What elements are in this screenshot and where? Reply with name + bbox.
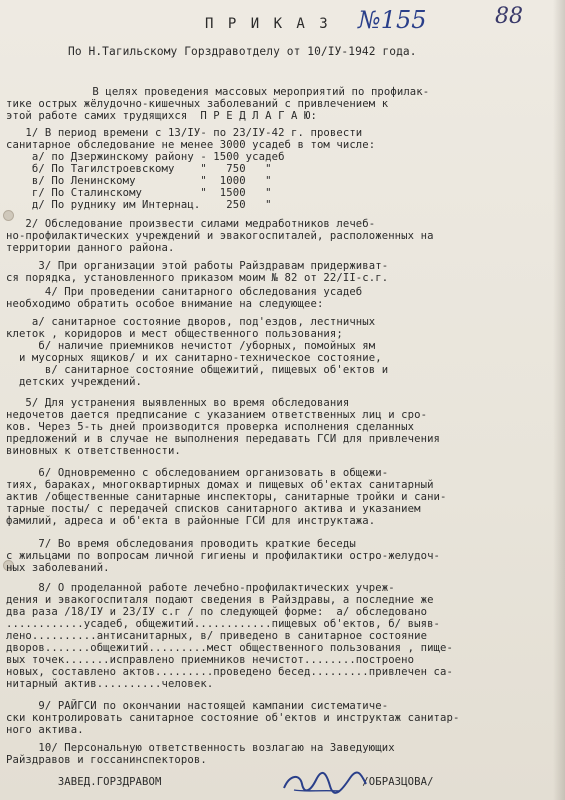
body-line: а/ по Дзержинскому району - 1500 усадеб <box>6 151 285 163</box>
body-line: а/ санитарное состояние дворов, под'ездов, лестничных <box>6 316 376 328</box>
body-line: 2/ Обследование произвести силами медработников лечеб- <box>6 218 376 230</box>
handwritten-page-number: 88 <box>495 4 523 29</box>
body-line: и мусорных ящиков/ и их санитарно-техническое состояние, <box>6 352 382 364</box>
body-line: недочетов дается предписание с указанием ответственных лиц и сро- <box>6 409 428 421</box>
handwritten-order-number: №155 <box>358 6 427 34</box>
body-line: в/ По Ленинскому " 1000 " <box>6 175 272 187</box>
body-line: территории данного района. <box>6 242 175 254</box>
body-line: ся порядка, установленного приказом моим № 82 от 22/II-с.г. <box>6 272 389 284</box>
body-line: ски контролировать санитарное состояние об'ектов и инструктаж санитар- <box>6 712 460 724</box>
body-line: 9/ РАЙГСИ по окончании настоящей кампании систематиче- <box>6 700 389 712</box>
body-line: 6/ Одновременно с обследованием организовать в общежи- <box>6 467 389 479</box>
body-line: новых, составлено актов.........проведено бесед.........привлечен са- <box>6 666 453 678</box>
body-line: с жильцами по вопросам личной гигиены и профилактики остро-желудоч- <box>6 550 441 562</box>
order-title: П Р И К А З <box>205 16 331 32</box>
body-line: д/ По руднику им Интернац. 250 " <box>6 199 272 211</box>
body-line: ного актива. <box>6 724 84 736</box>
body-line: В целях проведения массовых мероприятий по профилак- <box>60 86 430 98</box>
signature-line: ЗАВЕД.ГОРЗДРАВОМ /ОБРАЗЦОВА/ <box>6 776 434 788</box>
body-line: 10/ Персональную ответственность возлагаю на Заведующих <box>6 742 395 754</box>
body-line: этой работе самих трудящихся П Р Е Д Л А Г А Ю: <box>6 110 317 122</box>
body-line: необходимо обратить особое внимание на следующее: <box>6 298 324 310</box>
body-line: 1/ В период времени с 13/IУ- по 23/IУ-42 г. провести <box>6 127 363 139</box>
body-line: 8/ О проделанной работе лечебно-профилактических учреж- <box>6 582 395 594</box>
body-line: ных заболеваний. <box>6 562 110 574</box>
body-line: 3/ При организации этой работы Райздравам придерживат- <box>6 260 389 272</box>
body-line: санитарное обследование не менее 3000 усадеб в том числе: <box>6 139 376 151</box>
body-line: два раза /18/IУ и 23/IУ с.г / по следующей форме: а/ обследовано <box>6 606 428 618</box>
body-line: 5/ Для устранения выявленных во время обследования <box>6 397 350 409</box>
paper-edge-shadow <box>553 0 565 800</box>
body-line: нитарный актив..........человек. <box>6 678 214 690</box>
body-line: вых точек.......исправлено приемников нечистот........построено <box>6 654 415 666</box>
body-line: фамилий, адреса и об'екта в районные ГСИ для инструктажа. <box>6 515 376 527</box>
body-line: в/ санитарное состояние общежитий, пищевых об'ектов и <box>6 364 389 376</box>
body-line: детских учреждений. <box>6 376 143 388</box>
order-header: По Н.Тагильскому Горздравотделу от 10/IУ-1942 года. <box>68 45 417 58</box>
body-line: 7/ Во время обследования проводить краткие беседы <box>6 538 356 550</box>
body-line: тике острых жёлудочно-кишечных заболеваний с привлечением к <box>6 98 389 110</box>
body-line: клеток , коридоров и мест общественного пользования; <box>6 328 343 340</box>
body-line: б/ наличие приемников нечистот /уборных, помойных ям <box>6 340 376 352</box>
body-line: ............усадеб, общежитий............пищевых об'ектов, б/ выяв- <box>6 618 441 630</box>
body-line: актив /общественные санитарные инспекторы, санитарные тройки и сани- <box>6 491 447 503</box>
body-line: но-профилактических учреждений и эвакогоспиталей, расположенных на <box>6 230 434 242</box>
body-line: Райздравов и госсанинспекторов. <box>6 754 207 766</box>
body-line: б/ По Тагилстроевскому " 750 " <box>6 163 272 175</box>
body-line: виновных к ответственности. <box>6 445 181 457</box>
body-line: предложений и в случае не выполнения передавать ГСИ для привлечения <box>6 433 441 445</box>
body-line: 4/ При проведении санитарного обследования усадеб <box>6 286 363 298</box>
body-line: г/ По Сталинскому " 1500 " <box>6 187 272 199</box>
signature-scribble <box>280 770 370 796</box>
body-line: дения и эвакогоспиталя подают сведения в Райздравы, а последние же <box>6 594 434 606</box>
body-line: дворов.......общежитий.........мест общественного пользования , пище- <box>6 642 453 654</box>
body-line: тарные посты/ с передачей списков санитарного актива и указанием <box>6 503 421 515</box>
body-line: тиях, бараках, многоквартирных домах и пищевых об'ектах санитарный <box>6 479 434 491</box>
body-line: ков. Через 5-ть дней производится проверка исполнения сделанных <box>6 421 415 433</box>
body-line: лено..........антисанитарных, в/ приведено в санитарное состояние <box>6 630 428 642</box>
